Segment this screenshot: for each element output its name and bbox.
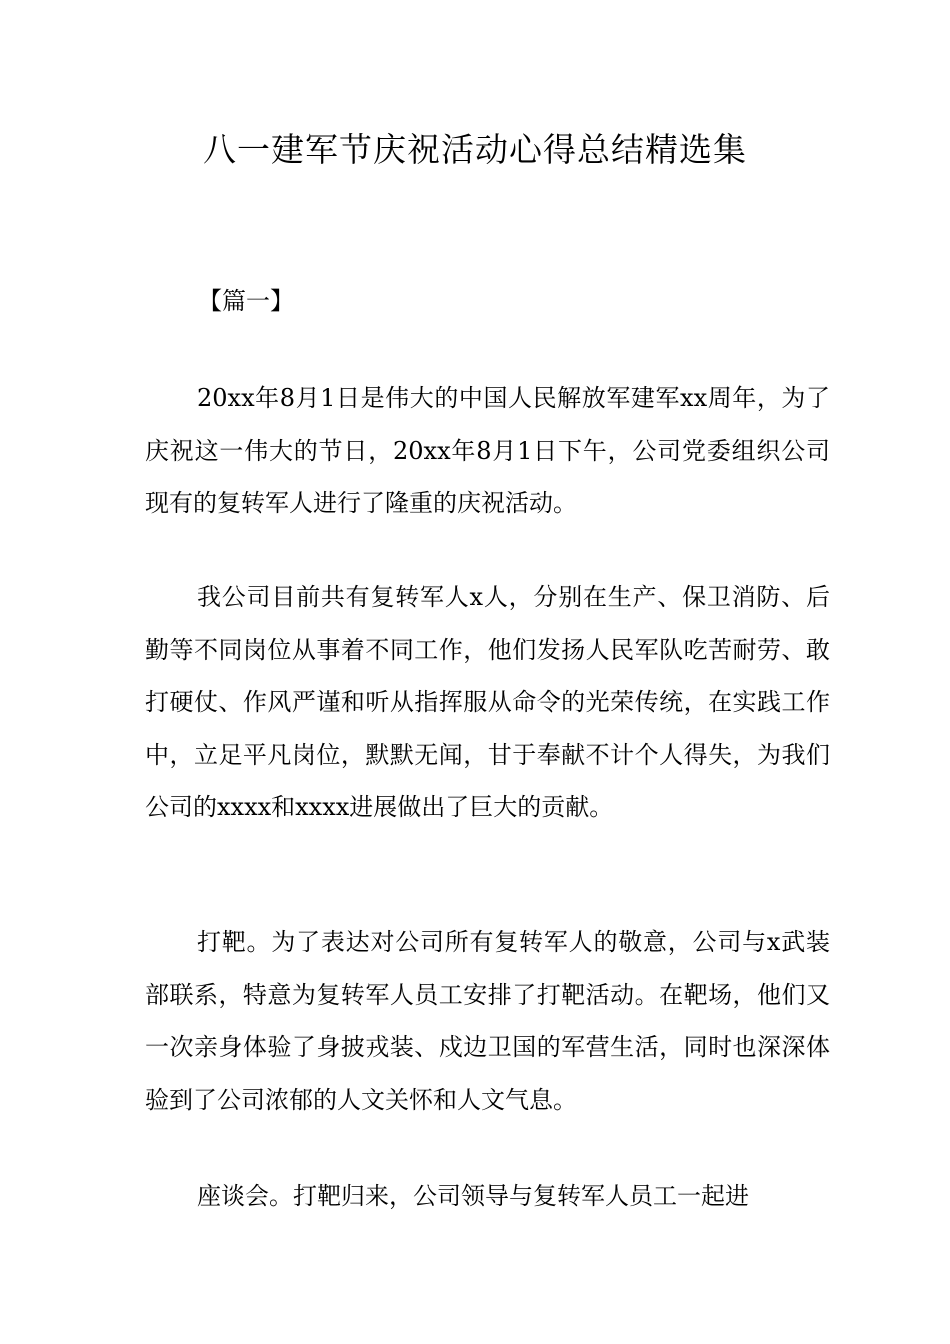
paragraph: 20xx年8月1日是伟大的中国人民解放军建军xx周年，为了庆祝这一伟大的节日，20xx年8月1日下午，公司党委组织公司现有的复转军人进行了隆重的庆祝活动。 — [145, 384, 830, 517]
paragraph: 我公司目前共有复转军人x人，分别在生产、保卫消防、后勤等不同岗位从事着不同工作，他们发扬人民军队吃苦耐劳、敢打硬仗、作风严谨和听从指挥服从命令的光荣传统，在实践工作中，立足平凡岗位，默默无闻，甘于奉献不计个人得失，为我们公司的xxxx和xxxx进展做出了巨大的贡献。 — [145, 583, 830, 821]
paragraph: 座谈会。打靶归来，公司领导与复转军人员工一起进 — [197, 1182, 749, 1210]
paragraph: 打靶。为了表达对公司所有复转军人的敬意，公司与x武装部联系，特意为复转军人员工安排了打靶活动。在靶场，他们又一次亲身体验了身披戎装、戍边卫国的军营生活，同时也深深体验到了公司浓郁的人文关怀和人文气息。 — [145, 928, 830, 1114]
document-title: 八一建军节庆祝活动心得总结精选集 — [203, 130, 747, 169]
section-heading: 【篇一】 — [198, 287, 294, 315]
